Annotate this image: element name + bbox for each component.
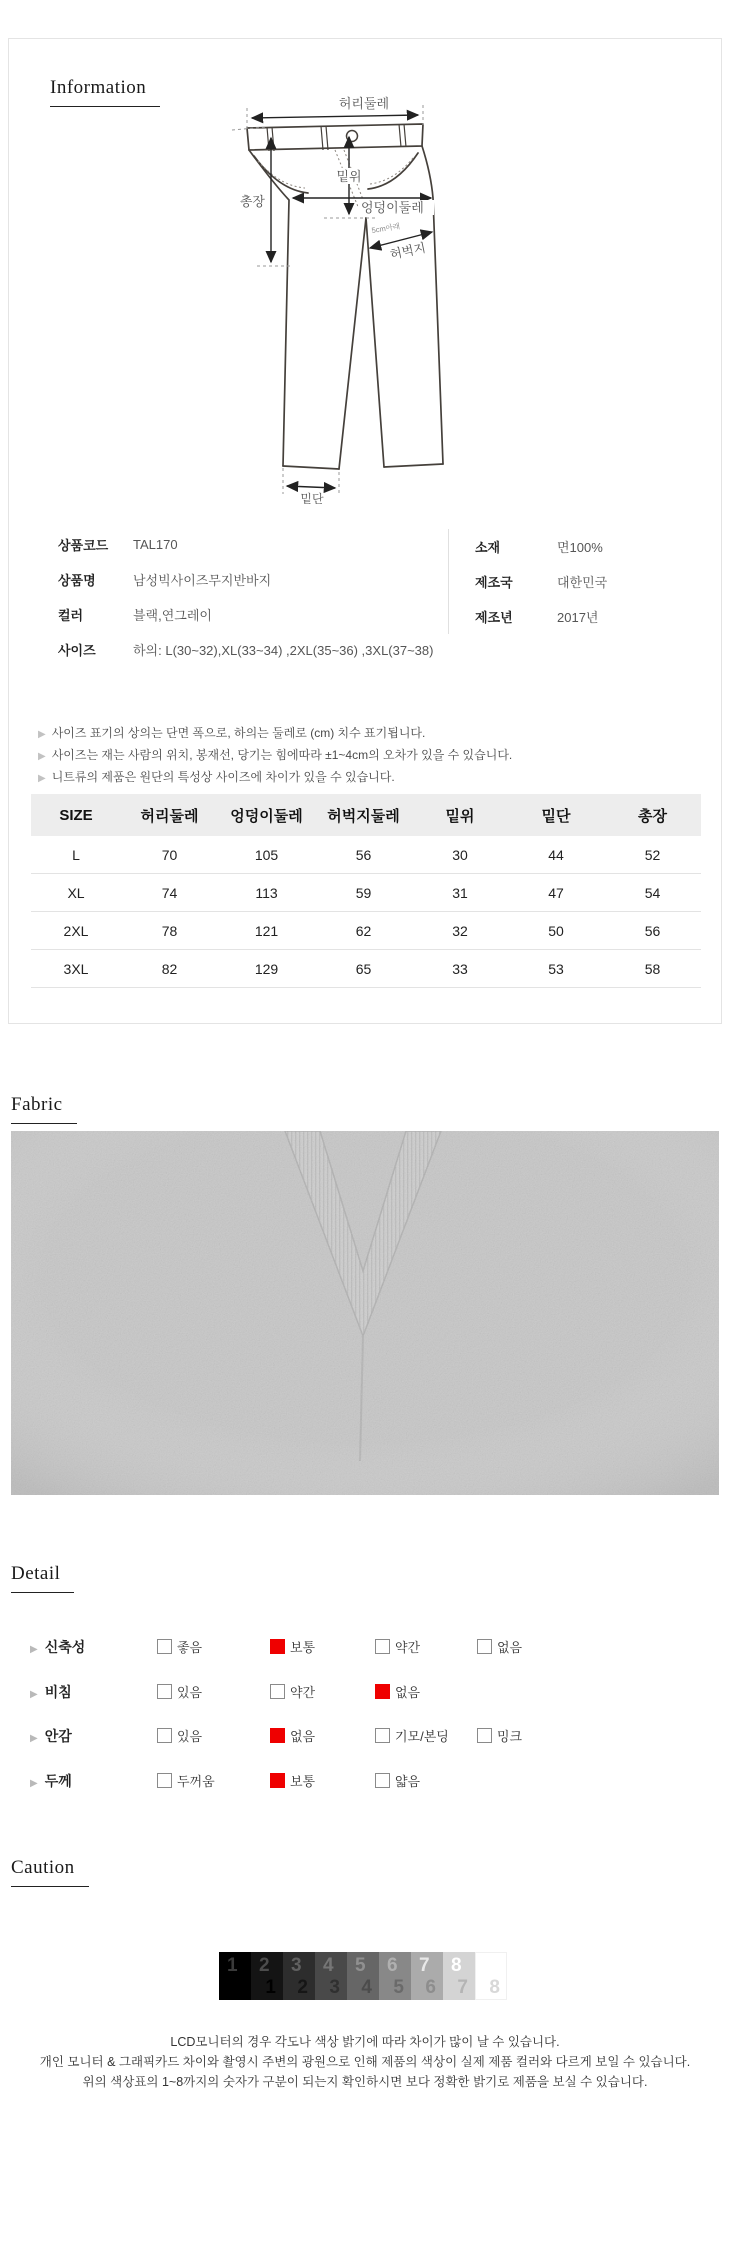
checkbox-icon bbox=[157, 1728, 172, 1743]
option-normal: 보통 bbox=[270, 1637, 315, 1656]
size-cell: 30 bbox=[412, 836, 508, 874]
checkbox-icon bbox=[375, 1639, 390, 1654]
note-line: ▶ 니트류의 제품은 원단의 특성상 사이즈에 차이가 있을 수 있습니다. bbox=[38, 770, 395, 784]
spec-value: 블랙,연그레이 bbox=[133, 608, 212, 623]
spec-value: 남성빅사이즈무지반바지 bbox=[133, 573, 272, 588]
spec-label: 소재 bbox=[475, 540, 501, 555]
note-line: ▶ 사이즈는 재는 사람의 위치, 봉재선, 당기는 힘에따라 ±1~4cm의 오차가 있을 수 있습니다. bbox=[38, 748, 513, 762]
color-scale-cell bbox=[283, 1952, 315, 2000]
option-slight: 약간 bbox=[375, 1637, 420, 1656]
size-cell: 2XL bbox=[31, 912, 121, 950]
note-line: ▶ 사이즈 표기의 상의는 단면 폭으로, 하의는 둘레로 (cm) 치수 표기됩니다. bbox=[38, 726, 426, 740]
checkbox-icon bbox=[375, 1684, 390, 1699]
color-scale-cell bbox=[315, 1952, 347, 2000]
option-yes: 있음 bbox=[157, 1726, 202, 1745]
option-good: 좋음 bbox=[157, 1637, 202, 1656]
size-cell: 44 bbox=[508, 836, 604, 874]
size-cell: XL bbox=[31, 874, 121, 912]
scale-number: 4 bbox=[361, 1977, 372, 1998]
option-normal: 보통 bbox=[270, 1771, 315, 1790]
spec-row bbox=[475, 564, 730, 599]
size-cell: 54 bbox=[604, 874, 701, 912]
svg-text:5cm아래: 5cm아래 bbox=[370, 221, 401, 235]
size-cell: 65 bbox=[315, 950, 412, 988]
size-cell: 82 bbox=[121, 950, 218, 988]
color-scale-cell bbox=[411, 1952, 443, 2000]
fabric-photo bbox=[11, 1131, 719, 1495]
detail-row-label: ▶ 두께 bbox=[30, 1773, 72, 1789]
svg-text:총장: 총장 bbox=[239, 194, 265, 209]
triangle-bullet-icon: ▶ bbox=[30, 1733, 38, 1744]
spec-value: 2017년 bbox=[557, 610, 599, 625]
scale-number: 2 bbox=[259, 1955, 270, 1976]
size-cell: 3XL bbox=[31, 950, 121, 988]
detail-row-label: ▶ 비침 bbox=[30, 1684, 72, 1700]
caution-line: LCD모니터의 경우 각도나 색상 밝기에 따라 차이가 많이 날 수 있습니다. bbox=[170, 2035, 560, 2049]
spec-row bbox=[58, 597, 438, 632]
size-cell: L bbox=[31, 836, 121, 874]
checkbox-icon bbox=[270, 1728, 285, 1743]
option-thin: 얇음 bbox=[375, 1771, 420, 1790]
svg-text:허리둘레: 허리둘레 bbox=[338, 96, 390, 111]
svg-text:엉덩이둘레: 엉덩이둘레 bbox=[361, 200, 424, 215]
scale-number: 3 bbox=[291, 1955, 302, 1976]
spec-label: 상품코드 bbox=[58, 538, 109, 553]
checkbox-icon bbox=[477, 1639, 492, 1654]
size-cell: 56 bbox=[604, 912, 701, 950]
spec-label: 제조년 bbox=[475, 610, 513, 625]
option-none: 없음 bbox=[375, 1682, 420, 1701]
checkbox-icon bbox=[375, 1728, 390, 1743]
scale-number: 2 bbox=[297, 1977, 308, 1998]
size-cell: 78 bbox=[121, 912, 218, 950]
size-cell: 53 bbox=[508, 950, 604, 988]
size-cell: 58 bbox=[604, 950, 701, 988]
option-none: 없음 bbox=[477, 1637, 522, 1656]
triangle-bullet-icon: ▶ bbox=[30, 1644, 38, 1655]
size-table-header: 허리둘레 bbox=[121, 794, 218, 836]
scale-number: 8 bbox=[489, 1977, 500, 1998]
size-table-header: SIZE bbox=[31, 794, 121, 836]
color-scale-cell bbox=[347, 1952, 379, 2000]
product-spec-table-right bbox=[448, 529, 730, 634]
spec-value: TAL170 bbox=[133, 537, 178, 552]
spec-label: 컬러 bbox=[58, 608, 84, 623]
size-cell: 32 bbox=[412, 912, 508, 950]
spec-label: 제조국 bbox=[475, 575, 513, 590]
scale-number: 8 bbox=[451, 1955, 462, 1976]
option-fleece-bonding: 기모/본딩 bbox=[375, 1726, 449, 1745]
scale-number: 4 bbox=[323, 1955, 334, 1976]
size-table-header: 엉덩이둘레 bbox=[218, 794, 315, 836]
triangle-bullet-icon: ▶ bbox=[38, 729, 46, 740]
triangle-bullet-icon: ▶ bbox=[38, 773, 46, 784]
color-scale-cell bbox=[475, 1952, 507, 2000]
option-mink: 밍크 bbox=[477, 1726, 522, 1745]
spec-value: 면100% bbox=[557, 540, 603, 555]
color-scale-cell bbox=[443, 1952, 475, 2000]
size-cell: 50 bbox=[508, 912, 604, 950]
checkbox-icon bbox=[270, 1684, 285, 1699]
spec-row bbox=[58, 632, 438, 667]
spec-value: 대한민국 bbox=[557, 575, 608, 590]
caution-line: 위의 색상표의 1~8까지의 숫자가 구분이 되는지 확인하시면 보다 정확한 밝기로 제품을 보실 수 있습니다. bbox=[82, 2075, 648, 2089]
information-section bbox=[8, 38, 722, 1024]
scale-number: 3 bbox=[329, 1977, 340, 1998]
color-scale-cell bbox=[219, 1952, 251, 2000]
size-table-header: 허벅지둘레 bbox=[315, 794, 412, 836]
color-scale-cell bbox=[379, 1952, 411, 2000]
size-cell: 105 bbox=[218, 836, 315, 874]
size-table bbox=[31, 794, 701, 988]
size-cell: 121 bbox=[218, 912, 315, 950]
checkbox-icon bbox=[157, 1684, 172, 1699]
checkbox-icon bbox=[477, 1728, 492, 1743]
scale-number: 6 bbox=[387, 1955, 398, 1976]
svg-text:허벅지: 허벅지 bbox=[388, 240, 428, 262]
svg-text:밑위: 밑위 bbox=[336, 169, 362, 184]
size-cell: 70 bbox=[121, 836, 218, 874]
size-cell: 52 bbox=[604, 836, 701, 874]
triangle-bullet-icon: ▶ bbox=[30, 1778, 38, 1789]
scale-number: 7 bbox=[419, 1955, 430, 1976]
spec-row bbox=[58, 527, 438, 562]
triangle-bullet-icon: ▶ bbox=[38, 751, 46, 762]
size-table-header: 총장 bbox=[604, 794, 701, 836]
pants-measurement-diagram bbox=[116, 96, 616, 506]
size-cell: 47 bbox=[508, 874, 604, 912]
checkbox-icon bbox=[375, 1773, 390, 1788]
size-cell: 31 bbox=[412, 874, 508, 912]
detail-title: Detail bbox=[11, 1563, 74, 1593]
scale-number: 1 bbox=[227, 1955, 238, 1976]
information-title: Information bbox=[50, 77, 160, 107]
checkbox-icon bbox=[270, 1773, 285, 1788]
scale-number: 5 bbox=[393, 1977, 404, 1998]
option-slight: 약간 bbox=[270, 1682, 315, 1701]
triangle-bullet-icon: ▶ bbox=[30, 1689, 38, 1700]
detail-row-sheer bbox=[0, 1682, 730, 1700]
product-spec-table bbox=[58, 527, 438, 667]
spec-label: 상품명 bbox=[58, 573, 96, 588]
color-scale-cell bbox=[251, 1952, 283, 2000]
detail-row-label: ▶ 신축성 bbox=[30, 1639, 86, 1655]
checkbox-icon bbox=[157, 1639, 172, 1654]
fabric-title: Fabric bbox=[11, 1094, 77, 1124]
size-cell: 62 bbox=[315, 912, 412, 950]
spec-row bbox=[58, 562, 438, 597]
scale-number: 7 bbox=[457, 1977, 468, 1998]
spec-row bbox=[475, 529, 730, 564]
scale-number: 5 bbox=[355, 1955, 366, 1976]
brightness-color-scale bbox=[219, 1952, 507, 2000]
size-cell: 113 bbox=[218, 874, 315, 912]
size-table-header: 밑단 bbox=[508, 794, 604, 836]
size-cell: 59 bbox=[315, 874, 412, 912]
caution-line: 개인 모니터 & 그래픽카드 차이와 촬영시 주변의 광원으로 인해 제품의 색상이 실제 제품 컬러와 다르게 보일 수 있습니다. bbox=[39, 2055, 691, 2069]
option-thick: 두꺼움 bbox=[157, 1771, 215, 1790]
checkbox-icon bbox=[270, 1639, 285, 1654]
size-cell: 74 bbox=[121, 874, 218, 912]
scale-number: 6 bbox=[425, 1977, 436, 1998]
checkbox-icon bbox=[157, 1773, 172, 1788]
size-cell: 56 bbox=[315, 836, 412, 874]
caution-title: Caution bbox=[11, 1857, 89, 1887]
scale-number: 1 bbox=[265, 1977, 276, 1998]
caution-text bbox=[0, 2032, 730, 2092]
detail-row-lining bbox=[0, 1726, 730, 1744]
detail-row-stretch bbox=[0, 1637, 730, 1655]
size-cell: 129 bbox=[218, 950, 315, 988]
detail-row-thickness bbox=[0, 1771, 730, 1789]
svg-text:밑단: 밑단 bbox=[300, 492, 324, 506]
size-notes bbox=[38, 723, 512, 789]
detail-row-label: ▶ 안감 bbox=[30, 1728, 72, 1744]
size-cell: 33 bbox=[412, 950, 508, 988]
spec-value: 하의: L(30~32),XL(33~34) ,2XL(35~36) ,3XL(37~38) bbox=[133, 643, 434, 658]
option-none: 없음 bbox=[270, 1726, 315, 1745]
spec-label: 사이즈 bbox=[58, 643, 96, 658]
option-yes: 있음 bbox=[157, 1682, 202, 1701]
size-table-header: 밑위 bbox=[412, 794, 508, 836]
spec-row bbox=[475, 599, 730, 634]
